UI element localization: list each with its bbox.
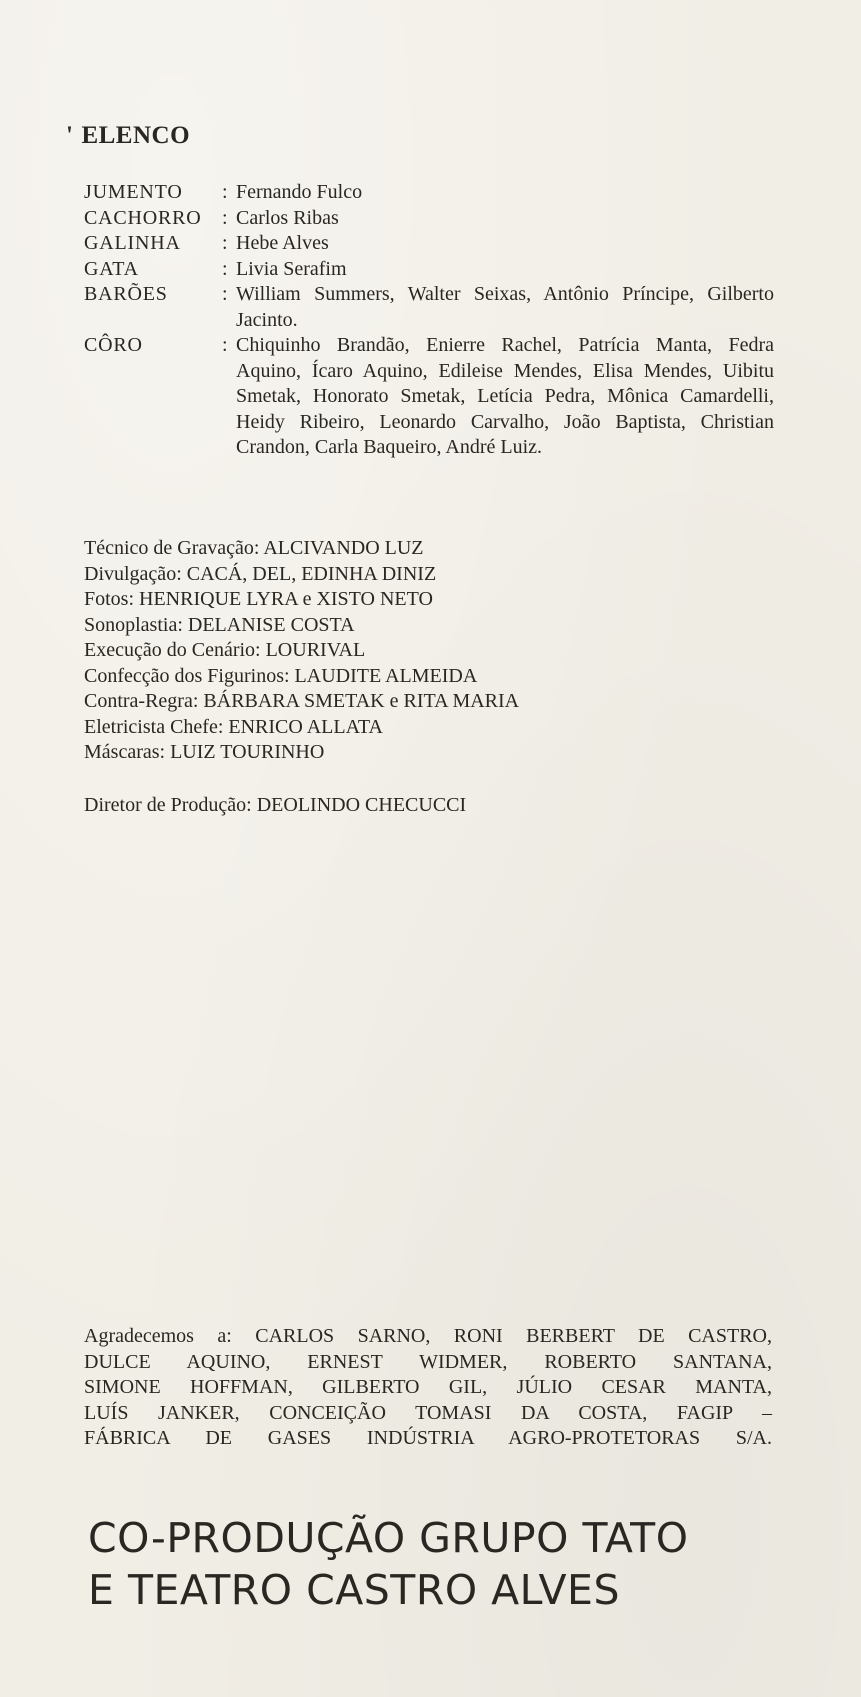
credit-line: Execução do Cenário: LOURIVAL <box>84 639 366 661</box>
cast-names: Hebe Alves <box>236 232 329 254</box>
thanks-line: DULCE AQUINO, ERNEST WIDMER, ROBERTO SANTANA, <box>84 1350 772 1373</box>
credit-line: Fotos: HENRIQUE LYRA e XISTO NETO <box>84 588 433 610</box>
cast-role: GALINHA <box>84 232 181 254</box>
heading-title: ELENCO <box>81 122 191 149</box>
credit-line: Contra-Regra: BÁRBARA SMETAK e RITA MARIA <box>84 690 520 712</box>
cast-heading <box>66 122 190 150</box>
cast-row <box>84 231 774 257</box>
cast-separator: : <box>222 283 228 305</box>
cast-role: BARÕES <box>84 283 168 305</box>
credit-line: Divulgação: CACÁ, DEL, EDINHA DINIZ <box>84 562 437 585</box>
cast-separator: : <box>222 334 228 356</box>
cast-row <box>84 333 774 461</box>
cast-row <box>84 206 774 232</box>
coproduction-line: E TEATRO CASTRO ALVES <box>88 1566 620 1614</box>
cast-row <box>84 180 774 206</box>
cast-role: CACHORRO <box>84 206 202 229</box>
coproduction-title <box>88 1512 689 1616</box>
cast-role: CÔRO <box>84 334 143 356</box>
cast-names: Livia Serafim <box>236 257 347 280</box>
credit-line: Sonoplastia: DELANISE COSTA <box>84 613 355 636</box>
credit-line: Confecção dos Figurinos: LAUDITE ALMEIDA <box>84 664 478 687</box>
cast-separator: : <box>222 232 228 254</box>
cast-names: Carlos Ribas <box>236 206 339 229</box>
cast-separator: : <box>222 181 228 203</box>
cast-names: William Summers, Walter Seixas, Antônio Príncipe, Gilberto Jacinto. <box>236 283 774 331</box>
cast-list <box>84 180 774 461</box>
thanks-line: SIMONE HOFFMAN, GILBERTO GIL, JÚLIO CESAR MANTA, <box>84 1376 772 1398</box>
cast-row <box>84 282 774 333</box>
heading-mark: ' <box>66 122 74 149</box>
cast-role: JUMENTO <box>84 181 183 203</box>
thanks-line: Agradecemos a: CARLOS SARNO, RONI BERBERT DE CASTRO, <box>84 1325 772 1347</box>
cast-row <box>84 257 774 283</box>
cast-names: Chiquinho Brandão, Enierre Rachel, Patrícia Manta, Fedra Aquino, Ícaro Aquino, Edileise Mendes, Elisa Mendes, Uibitu Smetak, Honorato Smetak, Letícia Pedra, Mônica Camardelli, Heidy Ribeiro, Leonardo Carvalho, João Baptista, Christian Crandon, Carla Baqueiro, André Luiz. <box>236 334 774 458</box>
cast-role: GATA <box>84 257 139 280</box>
cast-names: Fernando Fulco <box>236 181 363 203</box>
thanks-line: FÁBRICA DE GASES INDÚSTRIA AGRO-PROTETORAS S/A. <box>84 1427 772 1449</box>
credit-line: Máscaras: LUIZ TOURINHO <box>84 741 325 763</box>
acknowledgements <box>84 1324 772 1452</box>
credit-line: Eletricista Chefe: ENRICO ALLATA <box>84 715 383 738</box>
credit-line: Técnico de Gravação: ALCIVANDO LUZ <box>84 537 424 559</box>
thanks-line: LUÍS JANKER, CONCEIÇÃO TOMASI DA COSTA, FAGIP – <box>84 1401 772 1424</box>
cast-separator: : <box>222 206 228 229</box>
crew-credits <box>84 536 519 766</box>
cast-separator: : <box>222 257 228 280</box>
coproduction-line: CO-PRODUÇÃO GRUPO TATO <box>88 1514 689 1562</box>
production-director: Diretor de Produção: DEOLINDO CHECUCCI <box>84 794 467 816</box>
